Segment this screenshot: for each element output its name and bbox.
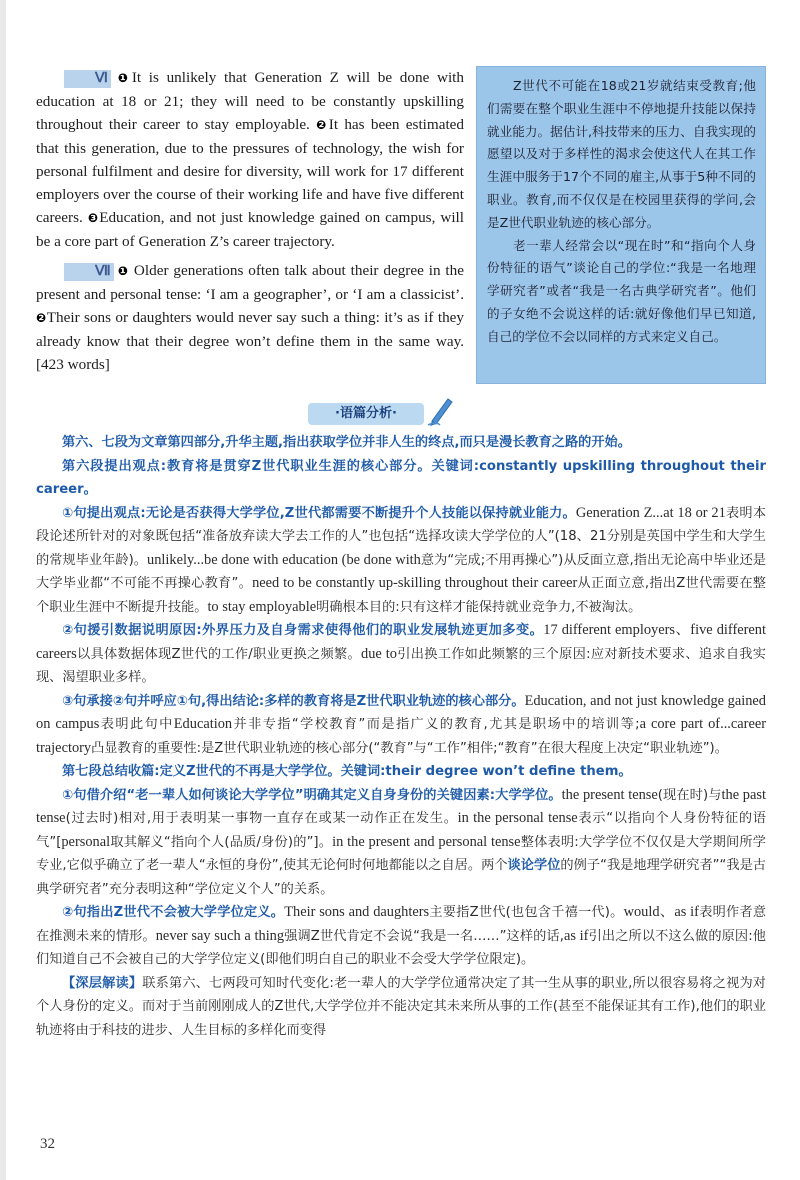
sentence-analysis: ①句借介绍“老一辈人如何谈论大学学位”明确其定义自身身份的关键因素:大学学位。the present tense(现在时)与the past tense(过去时)相对,用于表明某一事物一直存在或某一动作正在发生。in the personal tense表示“以指向个人身份特征的语气”[personal取其解义“指向个人(品质/身份)的”]。in the present and personal tense整体表明:大学学位不仅仅是大学期间所学专业,它似乎确立了老一辈人“永恒的身份”,使其无论何时何地都能以之自居。两个谈论学位的例子“我是地理学研究者”“我是古典学研究者”充分表明这种“学位定义个人”的关系。 [36, 786, 766, 897]
deep-interpretation-label: 【深层解读】 [62, 975, 143, 991]
paragraph-6-summary: 第六段提出观点:教育将是贯穿Z世代职业生涯的核心部分。关键词:constantly upskilling throughout their career。 [36, 458, 766, 497]
analysis-body [36, 431, 766, 1042]
analysis-header [308, 401, 458, 425]
sentence-number: ❶ [113, 71, 132, 85]
sentence-analysis: ②句援引数据说明原因:外界压力及自身需求使得他们的职业发展轨迹更加多变。17 different employers、five different careers以具体数据体现Z世代的工作/职业更换之频繁。due to引出换工作如此频繁的三个原因:应对新技术要求、追求自我实现、渴望职业多样。 [36, 622, 766, 685]
deep-interpretation: 【深层解读】联系第六、七两段可知时代变化:老一辈人的大学学位通常决定了其一生从事的职业,所以很容易将之视为对个人身份的定义。而对于当前刚刚成人的Z世代,大学学位并不能决定其未来所从事的工作(甚至不能保证其有工作),他们的职业轨迹将由于科技的进步、人生目标的多样化而变得 [36, 975, 766, 1038]
sentence-number: ❷ [36, 311, 47, 325]
sentence-number: ❸ [87, 211, 100, 225]
paragraph-number: Ⅶ [64, 263, 114, 281]
translation-paragraph: Z世代不可能在18或21岁就结束受教育;他们需要在整个职业生涯中不停地提升技能以保持就业能力。据估计,科技带来的压力、自我实现的愿望以及对于多样性的渴求会使这代人在其工作生涯中服务于17个不同的雇主,从事于5种不同的职业。教育,而不仅仅是在校园里获得的学问,会是Z世代职业轨迹的核心部分。 [487, 78, 756, 230]
sentence-analysis: ②句指出Z世代不会被大学学位定义。Their sons and daughters主要指Z世代(也包含千禧一代)。would、as if表明作者意在推测未来的情形。never say such a thing强调Z世代肯定不会说“我是一名……”这样的话,as if引出之所以不这么做的原因:他们知道自己不会被自己的大学学位定义(即他们明白自己的职业不会受大学学位限定)。 [36, 904, 767, 967]
sentence: Education, and not just knowledge gained on campus, will be a core part of Generation Z’s career trajectory. [36, 209, 464, 250]
pen-icon [426, 395, 456, 427]
sentence: Their sons or daughters would never say such a thing: it’s as if they already know that their degree won’t define them in the same way. [36, 309, 464, 350]
english-passage [36, 66, 464, 376]
paragraph-7 [36, 259, 464, 376]
sentence: It is unlikely that Generation Z will be done with education at 18 or 21; they will need to be constantly upskilling throughout their career to stay employable. [36, 69, 464, 133]
sentence-number: ❷ [316, 118, 329, 132]
analysis-intro: 第六、七段为文章第四部分,升华主题,指出获取学位并非人生的终点,而只是漫长教育之路的开始。 [62, 435, 631, 450]
page-edge-shadow [0, 0, 6, 1180]
page-number: 32 [40, 1136, 55, 1152]
paragraph-number: Ⅵ [64, 70, 111, 88]
sentence: Older generations often talk about their degree in the present and personal tense: ‘I am a geographer’, or ‘I am a classicist’. [36, 262, 464, 303]
translation-paragraph: 老一辈人经常会以“现在时”和“指向个人身份特征的语气”谈论自己的学位:“我是一名地理学研究者”或者“我是一名古典学研究者”。他们的子女绝不会说这样的话:就好像他们早已知道,自己的学位不会以同样的方式来定义自己。 [487, 237, 756, 344]
sentence: It has been estimated that this generation, due to the pressures of technology, the wish for personal fulfilment and desire for diversity, will work for 17 different employers over the course of their working life and have five different careers. [36, 116, 464, 226]
paragraph-7-summary: 第七段总结收篇:定义Z世代的不再是大学学位。关键词:their degree won’t define them。 [62, 764, 632, 779]
translation-box [476, 66, 766, 384]
sentence-analysis: ③句承接②句并呼应①句,得出结论:多样的教育将是Z世代职业轨迹的核心部分。Education, and not just knowledge gained on campus表明此句中Education并非专指“学校教育”而是指广义的教育,尤其是职场中的培训等;a core part of...career trajectory凸显教育的重要性:是Z世代职业轨迹的核心部分(“教育”与“工作”相伴;“教育”在很大程度上决定“职业轨迹”)。 [36, 692, 767, 756]
paragraph-6 [36, 66, 464, 253]
word-count: [423 words] [36, 356, 110, 373]
sentence-analysis: ①句提出观点:无论是否获得大学学位,Z世代都需要不断提升个人技能以保持就业能力。Generation Z...at 18 or 21表明本段论述所针对的对象既包括“准备放弃读大学去工作的人”也包括“选择攻读大学学位的人”(18、21分别是英国中学生和大学生的常规毕业年龄)。unlikely...be done with education (be done with意为“完成;不用再操心”)从反面立意,指出无论高中毕业还是大学毕业都“不可能不再操心教育”。need to be constantly up-skilling throughout their career从正面立意,指出Z世代需要在整个职业生涯中不断提升技能。to stay employable明确根本目的:只有这样才能保持就业竞争力,不被淘汰。 [36, 504, 767, 615]
sentence-number: ❶ [116, 264, 130, 278]
analysis-title: ·语篇分析· [308, 403, 424, 425]
